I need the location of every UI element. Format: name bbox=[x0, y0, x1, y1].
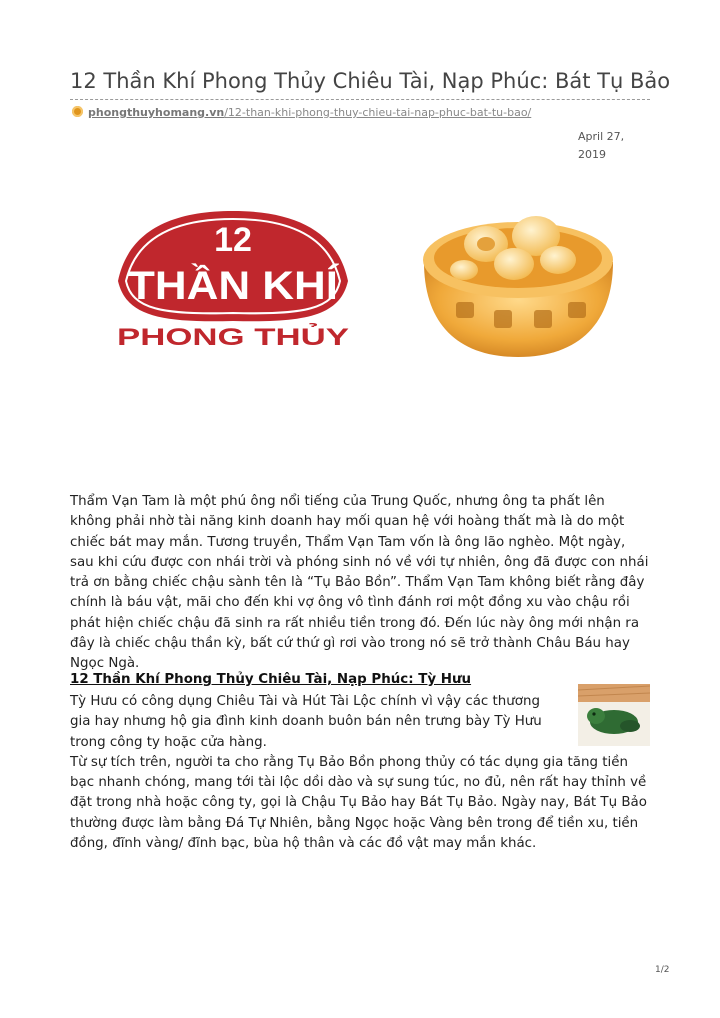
source-link[interactable] bbox=[72, 106, 531, 119]
source-path[interactable]: /12-than-khi-phong-thuy-chieu-tai-nap-phuc-bat-tu-bao/ bbox=[224, 106, 532, 119]
section-paragraph-1: Tỳ Hưu có công dụng Chiêu Tài và Hút Tài Lộc chính vì vậy các thương gia hay nhưng hộ gia đình kinh doanh buôn bán nên trưng bày Tỳ Hưu trong công ty hoặc cửa hàng. bbox=[70, 694, 542, 750]
source-domain[interactable]: phongthuyhomang.vn bbox=[88, 106, 225, 119]
section-body bbox=[70, 692, 650, 854]
than-khi-logo bbox=[108, 203, 358, 353]
bat-tu-bao-bowl-image bbox=[416, 192, 621, 367]
publish-date-line1: April 27, bbox=[578, 130, 625, 143]
section-paragraph-2: Từ sự tích trên, người ta cho rằng Tụ Bảo Bồn phong thủy có tác dụng gia tăng tiền bạc nhanh chóng, mang tới tài lộc dồi dào và sự sung túc, no đủ, nên rất hay thỉnh về đặt trong nhà hoặc công ty, gọi là Chậu Tụ Bảo hay Bát Tụ Bảo. Ngày nay, Bát Tụ Bảo thường được làm bằng Đá Tự Nhiên, bằng Ngọc hoặc Vàng bên trong để tiền xu, tiền đồng, đĩnh vàng/ đĩnh bạc, bùa hộ thân và các đồ vật may mắn khác. bbox=[70, 754, 647, 852]
intro-paragraph bbox=[70, 492, 650, 675]
logo-line1: THẦN KHÍ bbox=[128, 264, 320, 308]
logo-line2: PHONG THỦY bbox=[117, 324, 278, 351]
logo-number: 12 bbox=[214, 221, 252, 259]
page-number: 1/2 bbox=[655, 965, 670, 975]
article-title: 12 Thần Khí Phong Thủy Chiêu Tài, Nạp Phúc: Bát Tụ Bảo bbox=[70, 69, 671, 93]
site-favicon-icon bbox=[72, 106, 83, 117]
title-divider bbox=[70, 99, 650, 100]
intro-text: Thẩm Vạn Tam là một phú ông nổi tiếng của Trung Quốc, nhưng ông ta phất lên không phải nhờ tài năng kinh doanh hay mối quan hệ với hoàng thất mà là do một chiếc bát may mắn. Tương truyền, Thẩm Vạn Tam vốn là ông lão nghèo. Một ngày, sau khi cứu được con nhái trời và phóng sinh nó về với tự nhiên, ông đã được con nhái trả ơn bằng chiếc chậu sành tên là “Tụ Bảo Bồn”. Thẩm Vạn Tam không biết rằng đây chính là báu vật, mãi cho đến khi vợ ông vô tình đánh rơi một đồng xu vào chậu rồi phát hiện chiếc chậu đã sinh ra rất nhiều tiền trong đó. Đến lúc này ông mới nhận ra đây là chiếc chậu thần kỳ, bất cứ thứ gì rơi vào trong nó sẽ trở thành Châu Báu hay Ngọc Ngà. bbox=[70, 494, 649, 672]
ty-huu-jade-image bbox=[578, 684, 650, 746]
publish-date-line2: 2019 bbox=[578, 148, 606, 161]
publish-date bbox=[578, 128, 648, 164]
section-heading: 12 Thần Khí Phong Thủy Chiêu Tài, Nạp Phúc: Tỳ Hưu bbox=[70, 672, 472, 687]
